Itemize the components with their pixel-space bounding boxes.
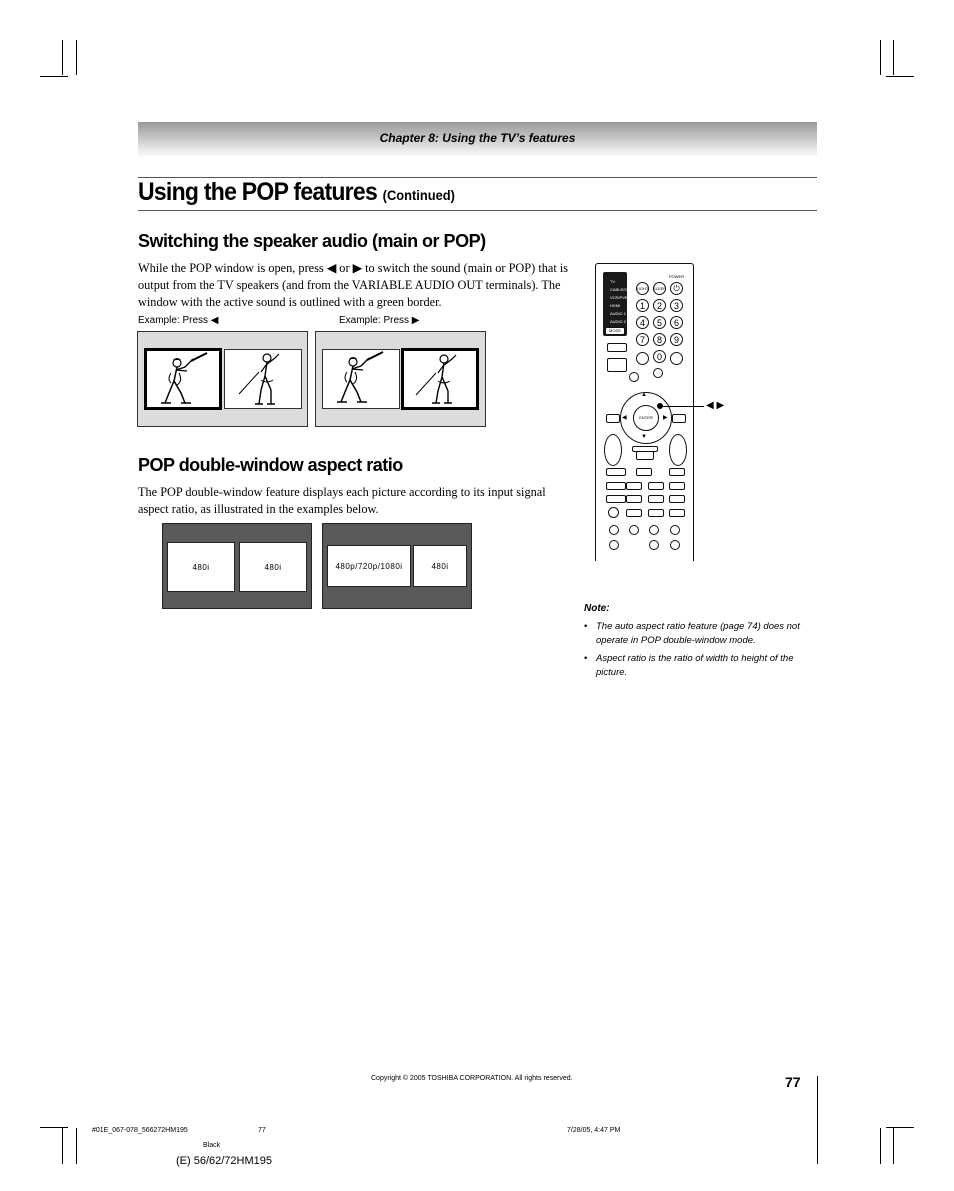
title-rule-bottom [138,210,817,211]
main-window-active [144,348,222,410]
power-label: POWER [669,274,685,279]
crop-mark [893,40,894,75]
crop-mark [40,76,68,77]
digit-9-button[interactable]: 9 [670,333,683,346]
forward-slow-button[interactable] [626,482,642,490]
pop-button[interactable] [636,451,654,460]
aspect-example-1 [162,523,312,609]
guide-button[interactable] [670,525,680,535]
power-icon: ⏻ [673,283,680,293]
page-title-main: Using the POP features [138,178,378,206]
callout-line [660,406,704,407]
file-code: #01E_067-078_566272HM195 [92,1127,188,1134]
note-item-text: The auto aspect ratio feature (page 74) does not operate in POP double-window mode. [596,621,800,646]
digit-5-button[interactable]: 5 [653,316,666,329]
play-button[interactable] [648,495,664,503]
aspect-example-2-left-window: 480p/720p/1080i [327,545,411,587]
mute-button[interactable] [669,468,685,476]
digit-4-button[interactable]: 4 [636,316,649,329]
example-left-label: Example: Press ◀ [138,315,219,326]
left-arrow-icon: ◀ [622,415,627,421]
crop-mark [886,1127,914,1128]
crop-mark [76,40,77,75]
pop-window-active [401,348,479,410]
digit-1-button[interactable]: 1 [636,299,649,312]
margin-rule [817,1076,818,1164]
digit-8-button[interactable]: 8 [653,333,666,346]
mode-label-cable: CABLE/SAT [610,287,632,292]
section-body-speaker-audio: While the POP window is open, press ◀ or ▶ to switch the sound (main or POP) that is output from the TV speakers (and from the VARIABLE AUDIO OUT terminals). The window with the active sound is outlined with a green border. [138,261,569,309]
crop-mark [40,1127,68,1128]
mode-label-audio2: AUDIO 2 [610,319,627,324]
pic-size-button[interactable] [632,446,658,452]
crop-mark [880,40,881,75]
bullet-icon: • [584,653,588,664]
callout-label-arrows: ◀ ▶ [706,400,725,411]
skip-forward-button[interactable] [669,482,685,490]
aspect-example-1-right-window: 480i [239,542,307,592]
pause-step-button[interactable] [626,495,642,503]
mode-label-audio1: AUDIO 1 [610,311,627,316]
crop-mark [893,1128,894,1164]
digit-100-button[interactable] [636,352,649,365]
page-title-continued: (Continued) [382,187,455,203]
page-title [138,178,455,207]
aspect-example-1-left-window: 480i [167,542,235,592]
mode-button[interactable]: MODE [605,327,625,335]
sleep-button[interactable]: SLEEP [653,282,666,295]
model-number: (E) 56/62/72HM195 [176,1155,272,1167]
recall-button[interactable] [649,525,659,535]
rewind-button[interactable] [606,495,626,503]
crop-mark [880,1128,881,1164]
example-screen-left [137,331,308,427]
ch-button[interactable] [604,434,622,466]
record-button[interactable] [648,509,664,517]
input-button[interactable] [607,343,627,352]
note-item [584,620,816,648]
ch-search-button[interactable] [629,525,639,535]
page-number: 77 [785,1074,801,1090]
file-page: 77 [258,1127,266,1134]
golfer-image [404,351,476,407]
skip-back-button[interactable] [648,482,664,490]
exit-button[interactable] [672,414,686,423]
list-button[interactable] [609,525,619,535]
baseball-batter-image [323,350,399,408]
disc-menu-button[interactable] [669,509,685,517]
crop-mark [886,76,914,77]
main-window [322,349,400,409]
down-arrow-icon: ▼ [641,434,647,440]
digit-2-button[interactable]: 2 [653,299,666,312]
tv-vcr-button[interactable] [608,507,619,518]
rec-button[interactable] [636,468,652,476]
action-menu-button[interactable] [607,358,627,372]
crop-mark [76,1128,77,1164]
mode-label-tv: TV [610,279,616,284]
pop-window [224,349,302,409]
stop-button[interactable] [626,509,642,517]
crop-mark [62,40,63,75]
bullet-icon: • [584,621,588,632]
note-title: Note: [584,603,610,614]
note-item-text: Aspect ratio is the ratio of width to height of the picture. [596,653,794,678]
slow-back-button[interactable] [606,468,626,476]
callout-dot [657,403,663,409]
section-body-aspect-ratio: The POP double-window feature displays each picture according to its input signal aspect ratio, as illustrated in the examples below. [138,485,546,516]
favorite-button[interactable] [653,368,663,378]
enter-button[interactable]: ENTER [633,405,659,431]
digit-7-button[interactable]: 7 [636,333,649,346]
back-button[interactable] [606,414,620,423]
light-button[interactable]: LIGHT [636,282,649,295]
aspect-example-2-right-window: 480i [413,545,467,587]
pic-mode-button[interactable] [609,540,619,550]
mode-label-hdmi: HDMI [610,303,621,308]
rewind-slow-button[interactable] [606,482,626,490]
tv-scan-button[interactable] [649,540,659,550]
chapter-header: Chapter 8: Using the TV’s features [379,131,576,145]
example-screen-right [315,331,486,427]
digit-6-button[interactable]: 6 [670,316,683,329]
section-heading-speaker-audio: Switching the speaker audio (main or POP) [138,231,486,251]
power-button[interactable] [670,282,683,295]
vol-button[interactable] [669,434,687,466]
ch-rtn-button[interactable] [670,352,683,365]
section-heading-aspect-ratio: POP double-window aspect ratio [138,455,403,475]
up-arrow-icon: ▲ [641,392,647,398]
aspect-example-2 [322,523,472,609]
baseball-batter-image [147,351,219,407]
freeze-button[interactable] [670,540,680,550]
remote-control [595,263,694,561]
crop-mark [62,1128,63,1164]
color-plate: Black [203,1142,221,1149]
note-item [584,652,816,680]
mode-label-vcr: VCR/PVR [610,295,628,300]
digit-3-button[interactable]: 3 [670,299,683,312]
digit-0-button[interactable]: 0 [653,350,666,363]
copyright: Copyright © 2005 TOSHIBA CORPORATION. All rights reserved. [371,1075,573,1082]
print-date: 7/28/05, 4:47 PM [567,1127,621,1134]
golfer-image [225,350,301,408]
example-right-label: Example: Press ▶ [339,315,420,326]
auto-button[interactable] [629,372,639,382]
right-arrow-icon: ▶ [663,415,668,421]
fast-forward-button[interactable] [669,495,685,503]
